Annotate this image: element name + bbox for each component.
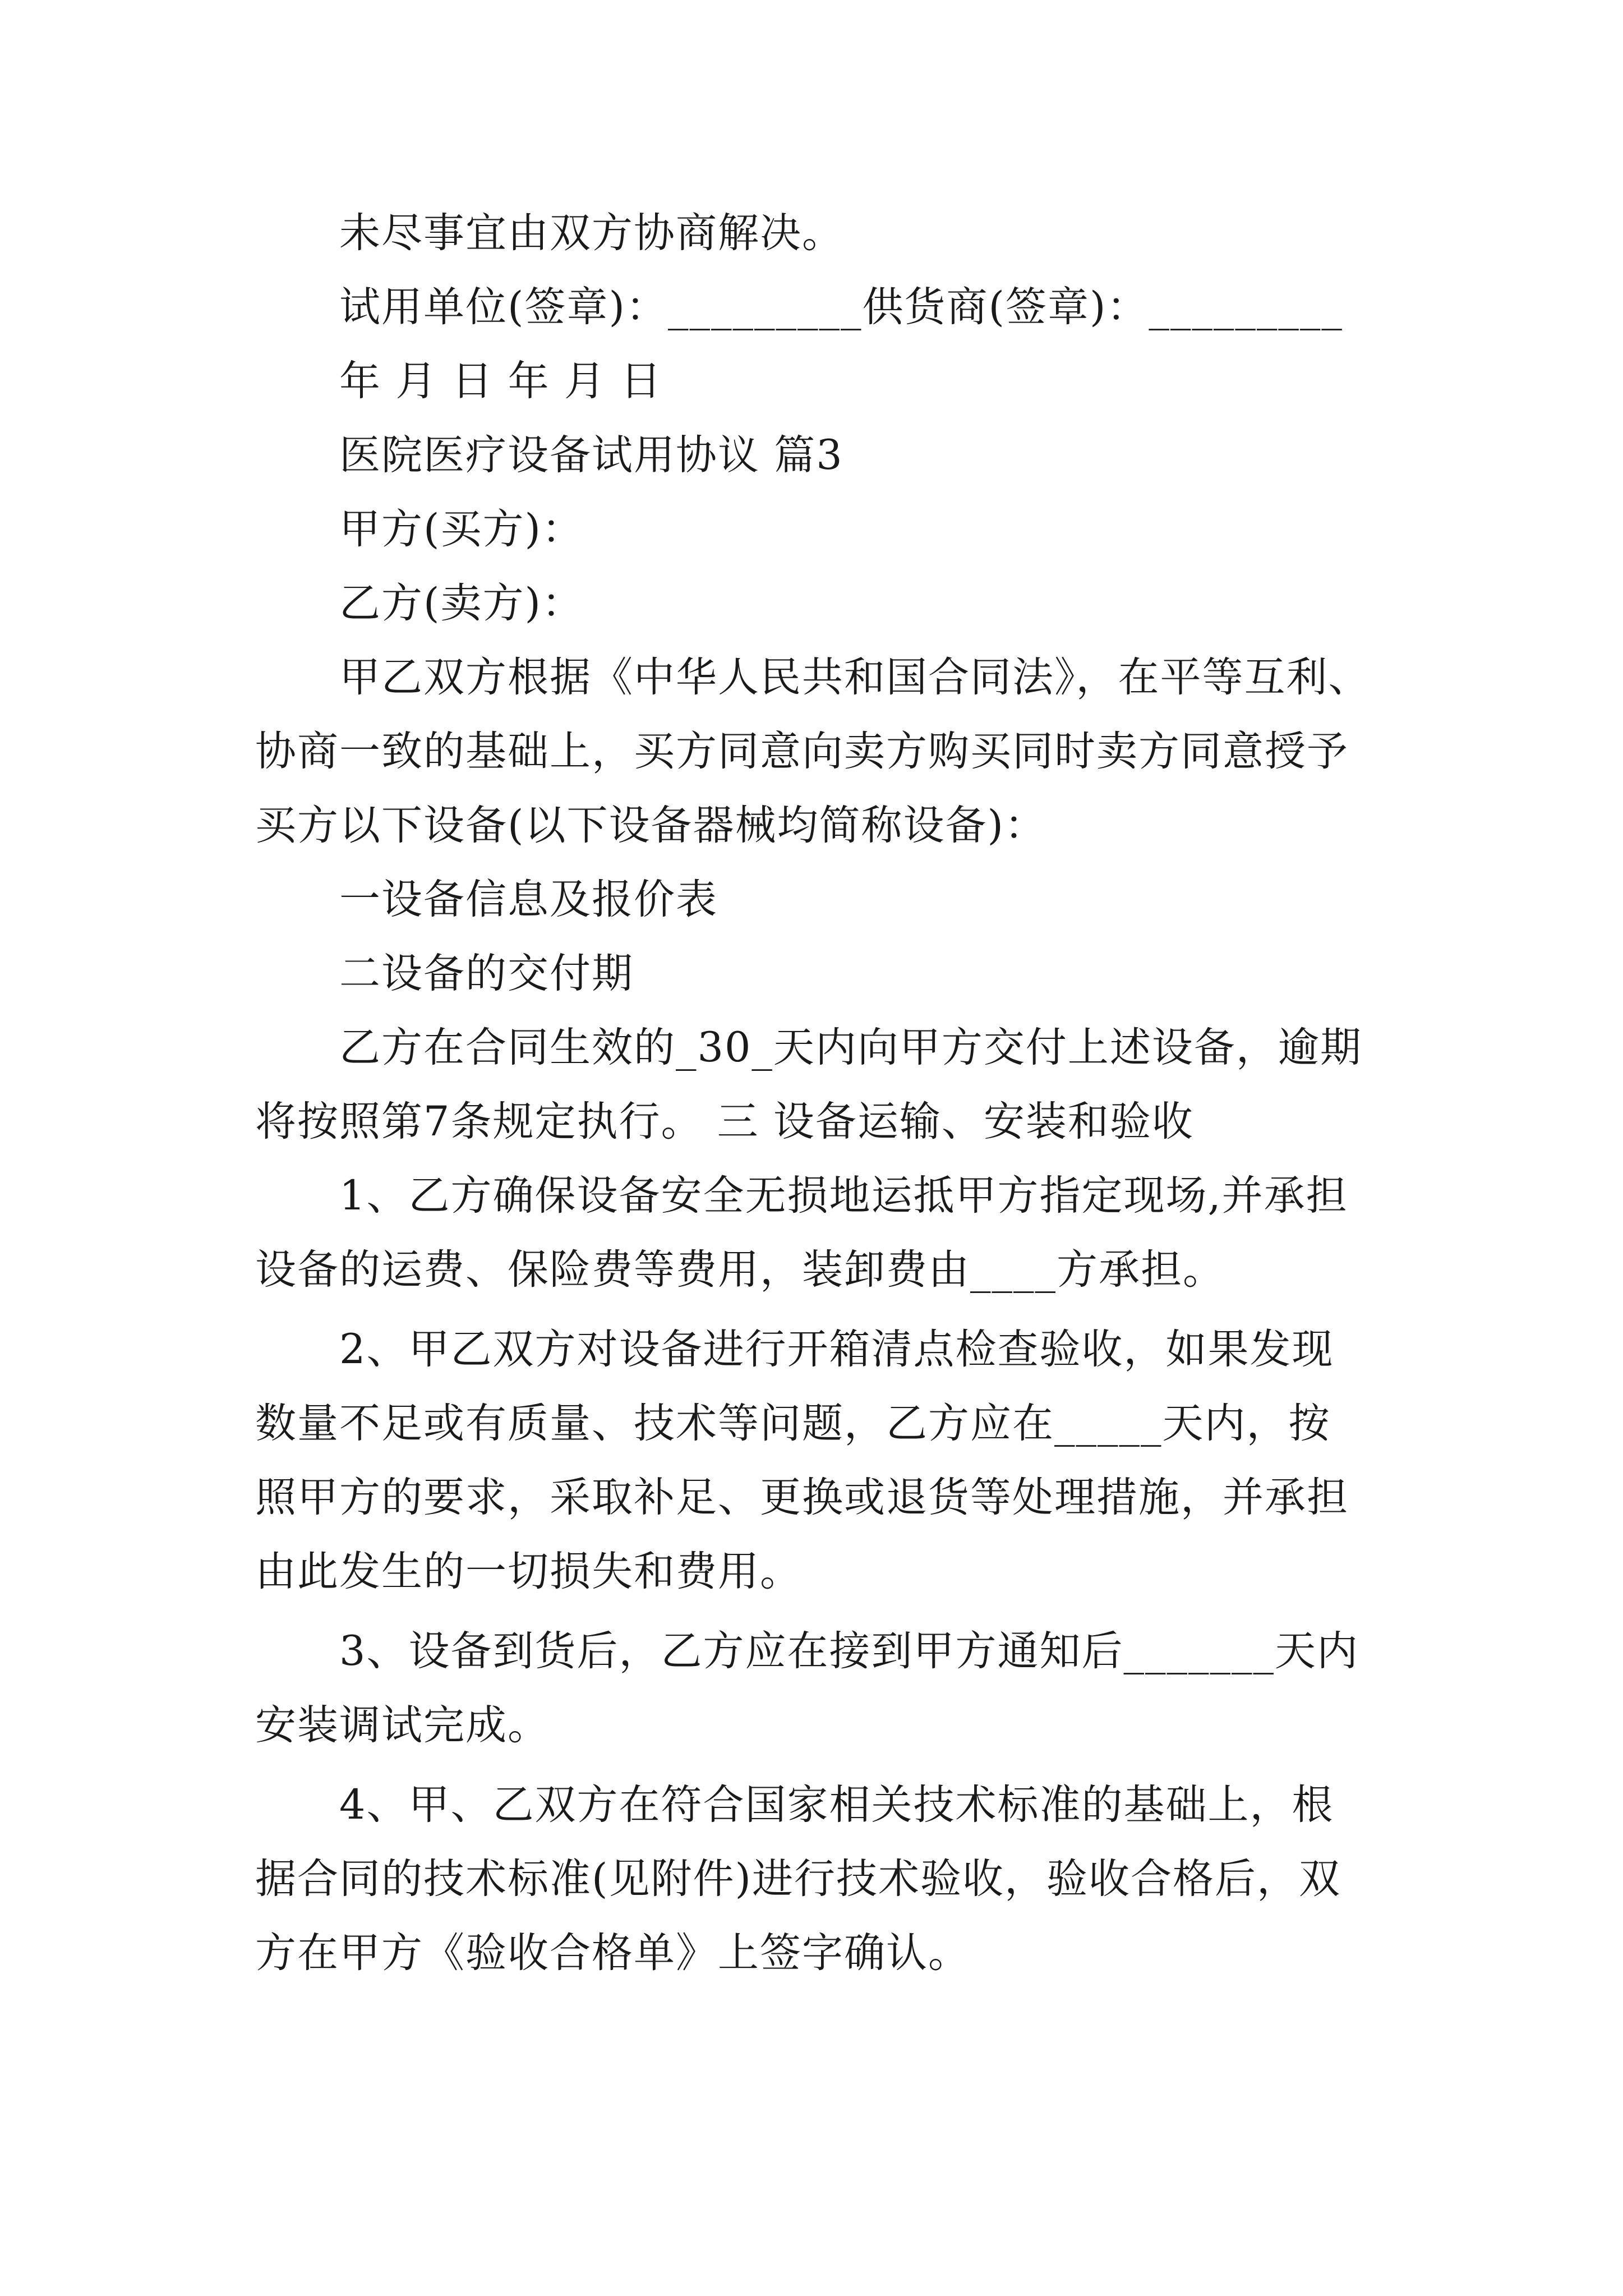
text-line: 未尽事宜由双方协商解决。 [339, 209, 844, 257]
party-b-line: 乙方(卖方)： [339, 579, 584, 627]
text-line: 由此发生的一切损失和费用。 [255, 1548, 802, 1595]
party-a-line: 甲方(买方)： [339, 505, 584, 553]
text-line: 据合同的技术标准(见附件)进行技术验收，验收合格后，双 [255, 1855, 1341, 1903]
text-line: 照甲方的要求，采取补足、更换或退货等处理措施，并承担 [255, 1474, 1349, 1521]
text-line: 4、甲、乙双方在符合国家相关技术标准的基础上，根 [339, 1781, 1334, 1829]
text-line: 方在甲方《验收合格单》上签字确认。 [255, 1929, 970, 1977]
text-line: 乙方在合同生效的_30_天内向甲方交付上述设备，逾期 [339, 1024, 1362, 1071]
text-line: 1、乙方确保设备安全无损地运抵甲方指定现场,并承担 [339, 1172, 1348, 1220]
text-line: 安装调试完成。 [255, 1701, 550, 1749]
text-line: 买方以下设备(以下设备器械均简称设备)： [255, 802, 1046, 849]
document-body [255, 196, 1377, 1990]
text-line: 甲乙双方根据《中华人民共和国合同法》，在平等互利、 [339, 654, 1371, 701]
text-line: 设备的运费、保险费等费用，装卸费由____方承担。 [255, 1246, 1225, 1294]
section-title: 医院医疗设备试用协议 篇3 [339, 431, 843, 479]
clause-heading: 一设备信息及报价表 [339, 876, 718, 923]
clause-heading: 二设备的交付期 [339, 950, 634, 997]
text-line: 数量不足或有质量、技术等问题，乙方应在_____天内，按 [255, 1400, 1331, 1447]
signature-line: 试用单位(签章)：_________供货商(签章)：_________ [339, 283, 1343, 331]
text-line: 3、设备到货后，乙方应在接到甲方通知后_______天内 [339, 1627, 1359, 1675]
text-line: 将按照第7条规定执行。 三 设备运输、安装和验收 [255, 1098, 1194, 1145]
text-line: 协商一致的基础上，买方同意向卖方购买同时卖方同意授予 [255, 728, 1349, 775]
date-line: 年 月 日 年 月 日 [339, 357, 663, 405]
text-line: 2、甲乙双方对设备进行开箱清点检查验收，如果发现 [339, 1326, 1334, 1373]
